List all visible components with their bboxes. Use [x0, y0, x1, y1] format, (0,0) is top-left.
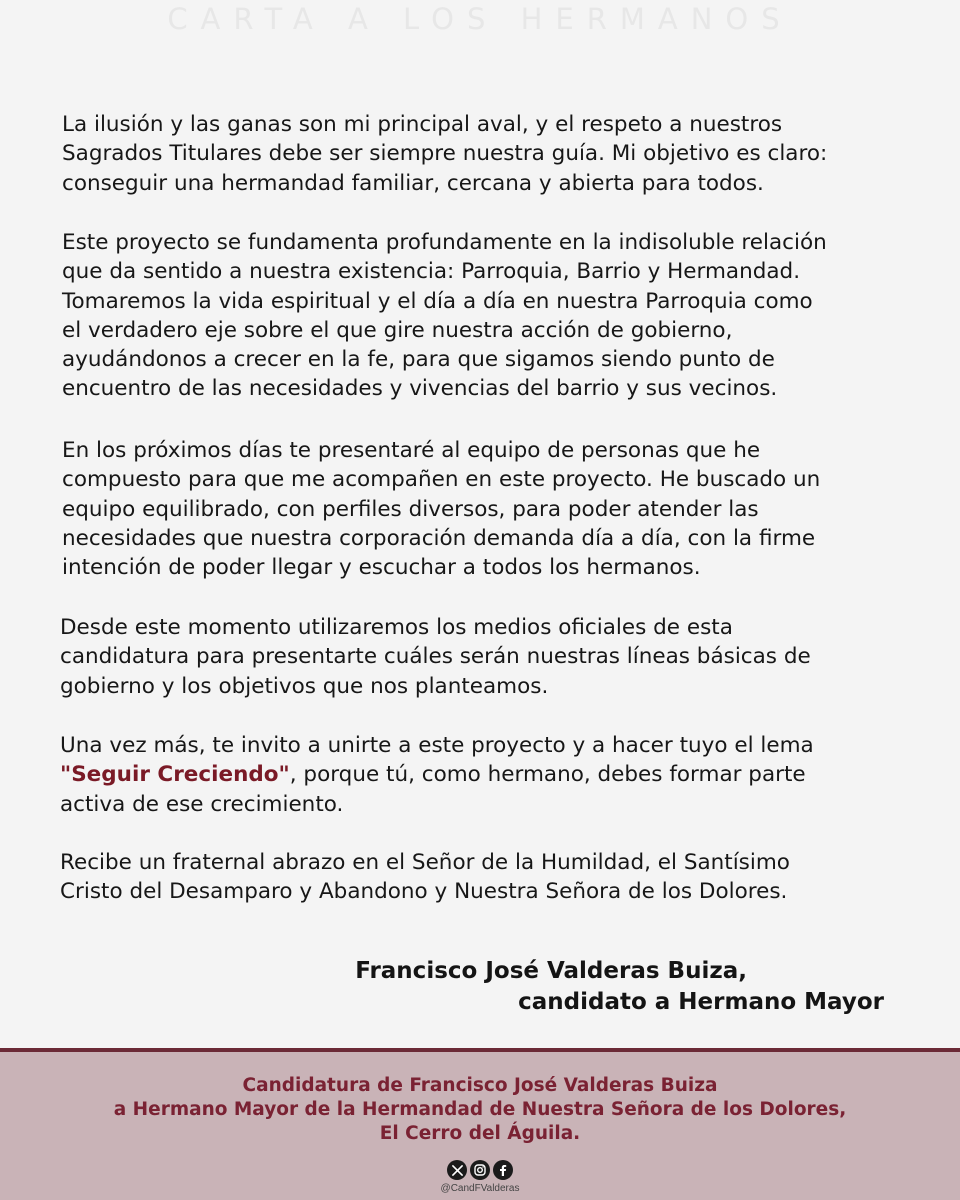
- footer-line-2: a Hermano Mayor de la Hermandad de Nuestra Señora de los Dolores,: [113, 1099, 847, 1120]
- social-links: [0, 1160, 960, 1180]
- facebook-icon[interactable]: [493, 1160, 513, 1180]
- instagram-icon[interactable]: [470, 1160, 490, 1180]
- social-handle: @CandFValderas: [440, 1183, 520, 1194]
- signature-role: candidato a Hermano Mayor: [518, 989, 884, 1015]
- x-icon[interactable]: [447, 1160, 467, 1180]
- header-title: CARTA A LOS HERMANOS: [167, 2, 793, 36]
- letter-paragraph-1: [62, 110, 907, 198]
- paragraph-text-after: , porque tú, como hermano, debes formar parte activa de ese crecimiento.: [60, 762, 806, 817]
- signature-block: [355, 956, 884, 1018]
- paragraph-text: En los próximos días te presentaré al equipo de personas que he compuesto para que me acompañen en este proyecto. He buscado un equipo equilibrado, con perfiles diversos, para poder atender las necesidades que nuestra corporación demanda día a día, con la firme intención de poder llegar y escuchar a todos los hermanos.: [62, 438, 821, 581]
- letter-paragraph-3: [62, 436, 907, 582]
- footer-line-3: El Cerro del Águila.: [379, 1123, 581, 1144]
- paragraph-text: La ilusión y las ganas son mi principal aval, y el respeto a nuestros Sagrados Titulares debe ser siempre nuestra guía. Mi objetivo es claro: conseguir una hermandad familiar, cercana y abierta para todos.: [62, 112, 828, 196]
- letter-paragraph-2: [62, 228, 907, 404]
- letter-paragraph-5: [60, 731, 905, 819]
- paragraph-text: Este proyecto se fundamenta profundamente en la indisoluble relación que da sentido a nuestra existencia: Parroquia, Barrio y Hermandad. Tomaremos la vida espiritual y el día a día en nuestra Parroquia como el verdadero eje sobre el que gire nuestra acción de gobierno, ayudándonos a crecer en la fe, para que sigamos siendo punto de encuentro de las necesidades y vivencias del barrio y sus vecinos.: [62, 230, 827, 402]
- paragraph-text-before: Una vez más, te invito a unirte a este proyecto y a hacer tuyo el lema: [60, 733, 814, 758]
- paragraph-text: Desde este momento utilizaremos los medios oficiales de esta candidatura para presentarte cuáles serán nuestras líneas básicas de gobierno y los objetivos que nos planteamos.: [60, 615, 811, 699]
- paragraph-text: [60, 731, 905, 819]
- letter-paragraph-6: [60, 848, 905, 907]
- paragraph-text: Recibe un fraternal abrazo en el Señor de la Humildad, el Santísimo Cristo del Desamparo y Abandono y Nuestra Señora de los Dolores.: [60, 850, 790, 905]
- slogan-highlight: "Seguir Creciendo": [60, 762, 290, 788]
- footer-caption: [0, 1074, 960, 1146]
- letter-paragraph-4: [60, 613, 905, 701]
- footer-line-1: Candidatura de Francisco José Valderas Buiza: [242, 1075, 718, 1096]
- footer: [0, 1052, 960, 1200]
- signature-name: Francisco José Valderas Buiza,: [355, 958, 747, 984]
